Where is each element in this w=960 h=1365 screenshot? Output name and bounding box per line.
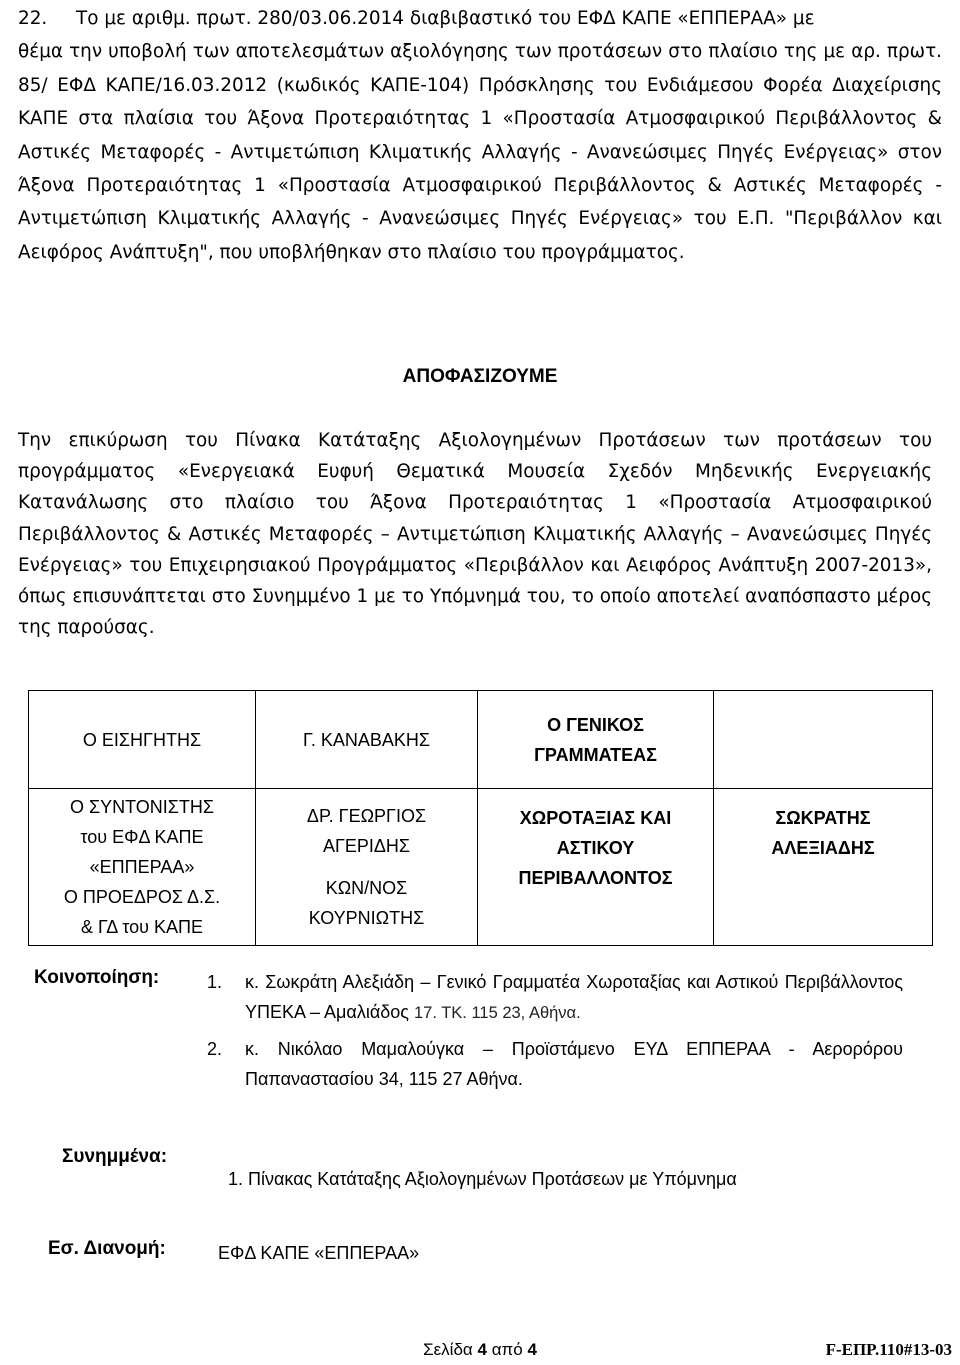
gs-title-line-1: Ο ΓΕΝΙΚΟΣ [547,714,644,735]
item-22-first-line: Το με αριθμ. πρωτ. 280/03.06.2014 διαβιβαστικό του ΕΦΔ ΚΑΠΕ «ΕΠΠΕΡΑΑ» με [76,8,815,29]
gs-name-2: ΑΛΕΞΙΑΔΗΣ [771,838,875,858]
coordinator-president-cell [29,789,256,946]
president-line-1: Ο ΠΡΟΕΔΡΟΣ Δ.Σ. [63,887,221,907]
president-name-2: ΚΟΥΡΝΙΩΤΗΣ [308,908,425,928]
gs-office-line-2: ΑΣΤΙΚΟΥ [556,838,635,858]
notification-item-1-text: κ. Σωκράτη Αλεξιάδη – Γενικό Γραμματέα Χωροταξίας και Αστικού Περιβάλλοντος ΥΠΕΚΑ – Αμαλιάδος [245,972,903,1022]
rapporteur-name-cell [256,691,478,789]
item-22-text: θέμα την υποβολή των αποτελεσμάτων αξιολόγησης των προτάσεων στο πλαίσιο της με αρ. πρωτ. 85/ ΕΦΔ ΚΑΠΕ/16.03.2012 (κωδικός ΚΑΠΕ-104) Πρόσκλησης του Ενδιάμεσου Φορέα Διαχείρισης ΚΑΠΕ στα πλαίσια του Άξονα Προτεραιότητας 1 «Προστασία Ατμοσφαιρικού Περιβάλλοντος & Αστικές Μεταφορές - Αντιμετώπιση Κλιματικής Αλλαγής - Ανανεώσιμες Πηγές Ενέργειας» στον Άξονα Προτεραιότητας 1 «Προστασία Ατμοσφαιρικού Περιβάλλοντος & Αστικές Μεταφορές - Αντιμετώπιση Κλιματικής Αλλαγής - Ανανεώσιμες Πηγές Ενέργειας» του Ε.Π. "Περιβάλλον και Αειφόρος Ανάπτυξη", που υποβλήθηκαν στο πλαίσιο του προγράμματος. [18,41,942,263]
gs-name-cell [714,789,933,946]
coordinator-line-2: του ΕΦΔ ΚΑΠΕ [80,827,204,847]
signatures-table [28,690,933,946]
notification-item-2-number: 2. [207,1039,223,1059]
notification-list [207,967,903,1094]
coordinator-line-3: «ΕΠΠΕΡΑΑ» [89,857,195,877]
page-number [0,1340,960,1360]
gs-office-cell [478,789,714,946]
gs-title-line-2: ΓΡΑΜΜΑΤΕΑΣ [534,744,657,765]
distribution-value: ΕΦΔ ΚΑΠΕ «ΕΠΠΕΡΑΑ» [218,1243,420,1263]
of-word: από [491,1340,523,1359]
coordinator-line-1: Ο ΣΥΝΤΟΝΙΣΤΗΣ [69,797,215,817]
notification-item-1-address: 17. ΤΚ. 115 23, Αθήνα. [413,1004,581,1022]
current-page: 4 [477,1340,487,1359]
decision-heading: ΑΠΟΦΑΣΙΖΟΥΜΕ [402,366,558,387]
names-cell [256,789,478,946]
gs-name-1: ΣΩΚΡΑΤΗΣ [775,808,871,828]
gs-title-cell [478,691,714,789]
attachments-label: Συνημμένα: [62,1146,168,1167]
rapporteur-role: Ο ΕΙΣΗΓΗΤΗΣ [82,729,202,750]
coordinator-name-2: ΑΓΕΡΙΔΗΣ [322,836,411,856]
coordinator-name-1: ΔΡ. ΓΕΩΡΓΙΟΣ [306,806,427,826]
notification-item-2 [207,1034,903,1094]
decision-paragraph: Την επικύρωση του Πίνακα Κατάταξης Αξιολογημένων Προτάσεων των προτάσεων του προγράμματος «Ενεργειακά Ευφυή Θεματικά Μουσεία Σχεδόν Μηδενικής Ενεργειακής Κατανάλωσης στο πλαίσιο του Άξονα Προτεραιότητας 1 «Προστασία Ατμοσφαιρικού Περιβάλλοντος & Αστικές Μεταφορές – Αντιμετώπιση Κλιματικής Αλλαγής – Ανανεώσιμες Πηγές Ενέργειας» του Επιχειρησιακού Προγράμματος «Περιβάλλον και Αειφόρος Ανάπτυξη 2007-2013», όπως επισυνάπτεται στο Συνημμένο 1 με το Υπόμνημά του, το οποίο αποτελεί αναπόσπαστο μέρος της παρούσας. [18,430,932,639]
item-number: 22. [18,8,48,29]
president-name-1: ΚΩΝ/ΝΟΣ [325,878,408,898]
president-line-2: & ΓΔ του ΚΑΠΕ [80,917,204,937]
distribution-label: Εσ. Διανομή: [48,1238,166,1259]
empty-cell [714,691,933,789]
gs-office-line-1: ΧΩΡΟΤΑΞΙΑΣ ΚΑΙ [519,808,672,828]
notification-item-1 [207,967,903,1028]
total-pages: 4 [527,1340,537,1359]
gs-office-line-3: ΠΕΡΙΒΑΛΛΟΝΤΟΣ [518,868,673,888]
notification-label: Κοινοποίηση: [34,967,160,988]
rapporteur-name: Γ. ΚΑΝΑΒΑΚΗΣ [302,729,431,750]
notification-item-1-number: 1. [207,972,223,992]
page-word: Σελίδα [423,1340,473,1359]
attachments-item: 1. Πίνακας Κατάταξης Αξιολογημένων Προτάσεων με Υπόμνημα [228,1169,737,1189]
rapporteur-role-cell [29,691,256,789]
item-22-paragraph [18,2,942,269]
document-code: F-ΕΠΡ.110#13-03 [825,1340,952,1359]
notification-item-2-text: κ. Νικόλαο Μαμαλούγκα – Προϊστάμενο ΕΥΔ ΕΠΠΕΡΑΑ - Αερορόρου Παπαναστασίου 34, 115 27 Αθήνα. [245,1039,903,1089]
